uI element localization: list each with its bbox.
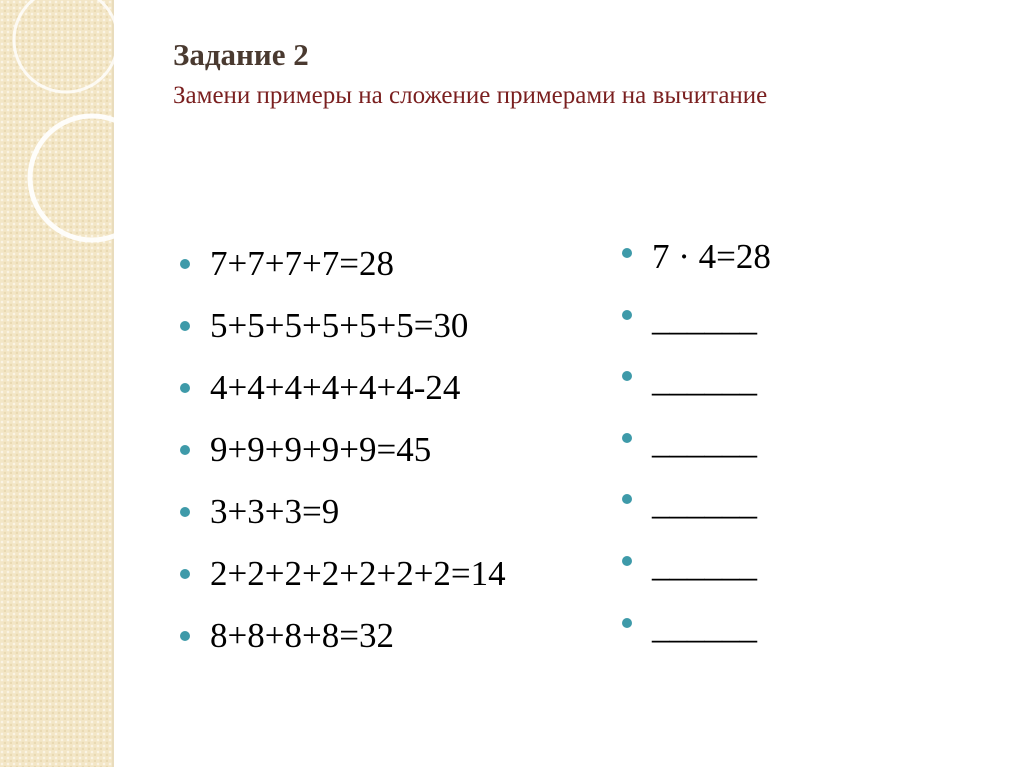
bullet-icon bbox=[622, 248, 632, 258]
bullet-icon bbox=[180, 569, 190, 579]
example-text: 7+7+7+7=28 bbox=[210, 244, 394, 283]
list-item bbox=[180, 419, 506, 481]
example-text: 5+5+5+5+5+5=30 bbox=[210, 306, 469, 345]
list-item bbox=[622, 226, 771, 288]
answer-blank: ______ bbox=[652, 483, 757, 523]
bullet-icon bbox=[622, 494, 632, 504]
bullet-icon bbox=[622, 618, 632, 628]
title-block bbox=[173, 36, 953, 112]
list-item bbox=[180, 233, 506, 295]
bullet-icon bbox=[180, 445, 190, 455]
list-item bbox=[180, 357, 506, 419]
addition-examples-list bbox=[180, 233, 506, 667]
slide-title: Задание 2 bbox=[173, 37, 309, 72]
decorative-rings-icon bbox=[0, 0, 150, 260]
answer-blank: ______ bbox=[652, 606, 757, 646]
list-item bbox=[180, 605, 506, 667]
bullet-icon bbox=[180, 259, 190, 269]
bullet-icon bbox=[180, 631, 190, 641]
bullet-icon bbox=[622, 433, 632, 443]
bullet-icon bbox=[622, 310, 632, 320]
bullet-icon bbox=[622, 556, 632, 566]
answer-text: 7 · 4=28 bbox=[652, 237, 771, 276]
example-text: 9+9+9+9+9=45 bbox=[210, 430, 432, 469]
answer-blank: ______ bbox=[652, 298, 757, 338]
answer-blank: ______ bbox=[652, 421, 757, 461]
example-text: 4+4+4+4+4+4-24 bbox=[210, 368, 461, 407]
list-item bbox=[622, 411, 771, 473]
bullet-icon bbox=[180, 507, 190, 517]
slide-subtitle: Замени примеры на сложение примерами на вычитание bbox=[173, 82, 768, 109]
example-text: 3+3+3=9 bbox=[210, 492, 340, 531]
list-item bbox=[180, 295, 506, 357]
answer-blank: ______ bbox=[652, 360, 757, 400]
list-item bbox=[622, 349, 771, 411]
example-text: 8+8+8+8=32 bbox=[210, 616, 394, 655]
multiplication-answers-list bbox=[622, 226, 771, 657]
example-text: 2+2+2+2+2+2+2=14 bbox=[210, 554, 506, 593]
bullet-icon bbox=[180, 321, 190, 331]
list-item bbox=[622, 288, 771, 350]
bullet-icon bbox=[180, 383, 190, 393]
answer-blank: ______ bbox=[652, 544, 757, 584]
list-item bbox=[622, 472, 771, 534]
list-item bbox=[180, 543, 506, 605]
bullet-icon bbox=[622, 371, 632, 381]
list-item bbox=[180, 481, 506, 543]
list-item bbox=[622, 534, 771, 596]
list-item bbox=[622, 596, 771, 658]
